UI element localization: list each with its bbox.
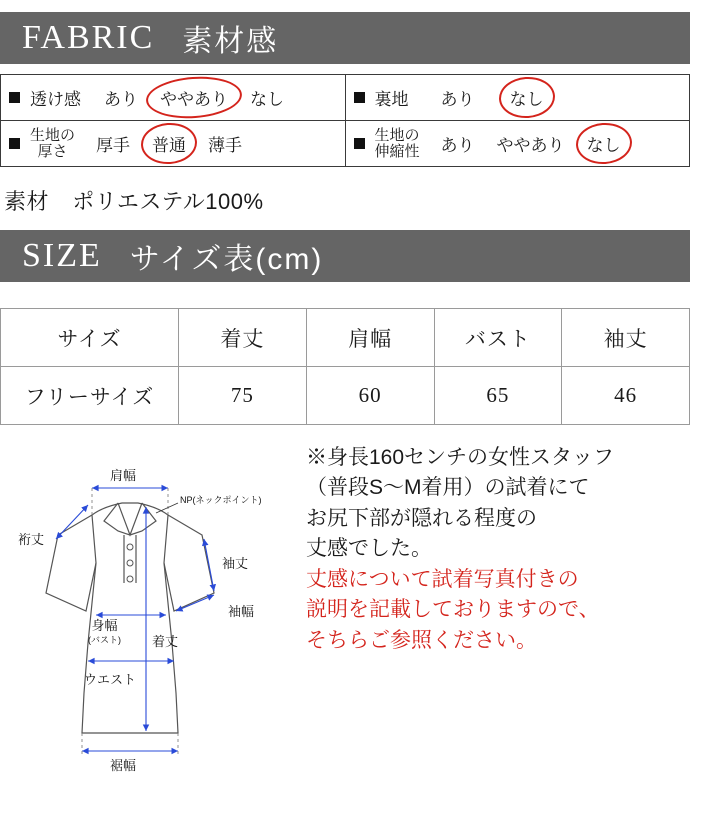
fit-note-line-1: （普段S〜M着用）の試着にて — [306, 476, 590, 500]
diagram-label-shoulder: 肩幅 — [110, 468, 137, 483]
size-cell-0-1: 75 — [179, 367, 307, 425]
fabric-option-sheerness-1: ややあり — [160, 85, 228, 110]
fabric-option-sheerness-0: あり — [104, 90, 138, 109]
fabric-label-stretch — [375, 128, 420, 160]
size-section-header — [0, 230, 690, 282]
fabric-option-stretch-2: なし — [587, 131, 621, 156]
size-cell-0-3: 65 — [434, 367, 562, 425]
diagram-label-dress-length: 着丈 — [152, 634, 179, 649]
fabric-label-sheerness: 透け感 — [30, 90, 81, 109]
fabric-section-header — [0, 12, 690, 64]
fabric-option-stretch-0: あり — [440, 136, 475, 155]
fabric-cell-lining — [345, 75, 690, 121]
measurement-diagram — [0, 443, 300, 773]
fit-note-line-2: お尻下部が隠れる程度の — [306, 506, 537, 530]
fit-note — [306, 443, 614, 656]
fabric-title-jp: 素材感 — [182, 25, 279, 58]
fabric-label-thickness-line2: 厚さ — [37, 142, 68, 160]
fit-note-line-6: そちらご参照ください。 — [306, 628, 537, 652]
material-label: 素材 — [4, 189, 50, 214]
table-row — [1, 75, 690, 121]
size-header-3: バスト — [434, 309, 562, 367]
bullet-square-icon — [354, 138, 365, 149]
bullet-square-icon — [9, 92, 20, 103]
fabric-option-stretch-1: ややあり — [496, 136, 565, 155]
size-header-0: サイズ — [1, 309, 179, 367]
size-title-en: SIZE — [22, 237, 102, 274]
size-title-jp: サイズ表(cm) — [129, 243, 324, 276]
size-cell-0-4: 46 — [562, 367, 690, 425]
material-value: ポリエステル100% — [72, 189, 264, 214]
diagram-label-body-width — [88, 619, 121, 645]
diagram-label-yuki: 裄丈 — [18, 532, 45, 547]
material-line — [0, 185, 720, 216]
fabric-option-lining-1: なし — [510, 85, 544, 110]
bullet-square-icon — [9, 138, 20, 149]
table-row — [1, 367, 690, 425]
fabric-cell-sheerness — [1, 75, 346, 121]
fabric-option-sheerness-2: なし — [250, 90, 284, 109]
fabric-option-thickness-0: 厚手 — [96, 136, 131, 155]
bottom-area — [0, 443, 720, 773]
size-header-2: 肩幅 — [306, 309, 434, 367]
size-cell-0-2: 60 — [306, 367, 434, 425]
diagram-label-body-width-line1: 身幅 — [91, 618, 118, 633]
diagram-label-sleeve-width: 袖幅 — [228, 604, 255, 619]
table-row — [1, 121, 690, 167]
fit-note-line-5: 説明を記載しておりますので、 — [306, 598, 600, 622]
fabric-properties-table — [0, 74, 690, 167]
size-chart-table — [0, 308, 690, 425]
fit-note-line-0: ※身長160センチの女性スタッフ — [306, 446, 615, 469]
fabric-title-en: FABRIC — [22, 19, 155, 56]
bullet-square-icon — [354, 92, 365, 103]
size-cell-0-0: フリーサイズ — [1, 367, 179, 425]
size-header-4: 袖丈 — [562, 309, 690, 367]
fabric-label-thickness-line1: 生地の — [30, 126, 76, 144]
fabric-label-stretch-line2: 伸縮性 — [374, 142, 420, 160]
diagram-label-sleeve-length: 袖丈 — [222, 556, 249, 571]
diagram-label-body-width-line2: (バスト) — [88, 635, 121, 645]
fabric-option-thickness-1: 普通 — [152, 131, 186, 156]
fit-note-line-4: 丈感について試着写真付きの — [306, 567, 579, 591]
fabric-label-stretch-line1: 生地の — [374, 126, 420, 144]
fit-note-line-3: 丈感でした。 — [306, 537, 432, 561]
diagram-label-neck-point: NP(ネックポイント) — [180, 495, 262, 505]
fabric-cell-stretch — [345, 121, 690, 167]
fabric-option-thickness-2: 薄手 — [208, 136, 243, 155]
fabric-cell-thickness — [1, 121, 346, 167]
fabric-label-lining: 裏地 — [374, 90, 409, 109]
fabric-option-lining-0: あり — [440, 90, 475, 109]
table-header-row — [1, 309, 690, 367]
size-header-1: 着丈 — [179, 309, 307, 367]
diagram-label-waist: ウエスト — [84, 672, 137, 687]
fabric-label-thickness — [30, 128, 75, 160]
diagram-label-hem-width: 裾幅 — [110, 758, 137, 773]
